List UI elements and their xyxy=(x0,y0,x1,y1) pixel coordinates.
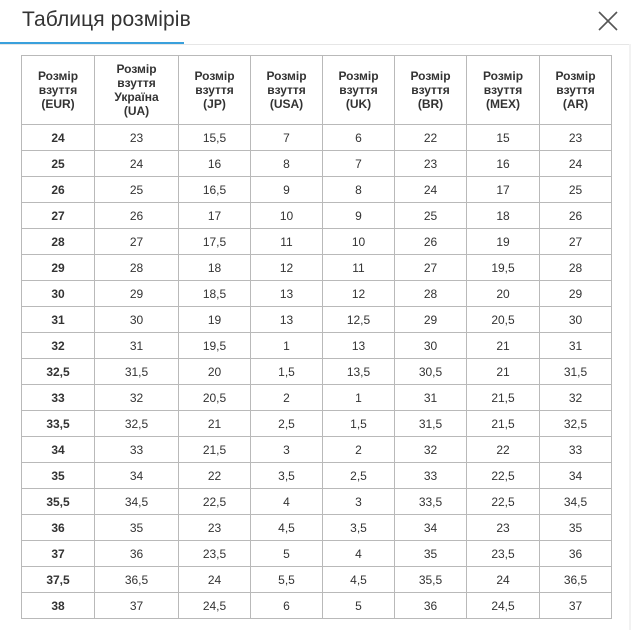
table-cell: 33 xyxy=(395,463,467,489)
table-cell: 8 xyxy=(323,177,395,203)
table-cell: 34,5 xyxy=(540,489,612,515)
table-cell: 32,5 xyxy=(540,411,612,437)
table-cell: 31 xyxy=(95,333,179,359)
table-cell: 3,5 xyxy=(323,515,395,541)
table-cell: 21 xyxy=(467,359,540,385)
table-cell: 1,5 xyxy=(251,359,323,385)
table-row xyxy=(22,463,612,489)
table-cell: 36,5 xyxy=(95,567,179,593)
table-cell: 33,5 xyxy=(395,489,467,515)
table-row xyxy=(22,411,612,437)
table-cell: 4,5 xyxy=(251,515,323,541)
table-cell: 32,5 xyxy=(22,359,95,385)
table-cell: 25 xyxy=(395,203,467,229)
table-cell: 9 xyxy=(323,203,395,229)
table-cell: 17 xyxy=(179,203,251,229)
table-cell: 18 xyxy=(179,255,251,281)
table-cell: 18,5 xyxy=(179,281,251,307)
table-cell: 32 xyxy=(540,385,612,411)
table-cell: 36,5 xyxy=(540,567,612,593)
table-cell: 35,5 xyxy=(22,489,95,515)
table-cell: 4 xyxy=(251,489,323,515)
table-cell: 27 xyxy=(395,255,467,281)
table-cell: 16 xyxy=(467,151,540,177)
table-cell: 9 xyxy=(251,177,323,203)
table-cell: 23,5 xyxy=(467,541,540,567)
size-table-wrapper xyxy=(21,55,612,619)
table-cell: 27 xyxy=(95,229,179,255)
table-cell: 29 xyxy=(22,255,95,281)
title-underline xyxy=(0,42,184,44)
table-cell: 29 xyxy=(395,307,467,333)
column-header xyxy=(95,56,179,125)
table-cell: 22,5 xyxy=(467,463,540,489)
table-cell: 12 xyxy=(323,281,395,307)
column-header-line: (USA) xyxy=(269,97,304,111)
table-cell: 30,5 xyxy=(395,359,467,385)
table-cell: 22 xyxy=(395,125,467,151)
table-cell: 27 xyxy=(22,203,95,229)
table-cell: 3 xyxy=(323,489,395,515)
table-cell: 12,5 xyxy=(323,307,395,333)
table-row xyxy=(22,281,612,307)
table-body xyxy=(22,125,612,619)
table-cell: 26 xyxy=(395,229,467,255)
table-cell: 19,5 xyxy=(179,333,251,359)
table-cell: 22 xyxy=(179,463,251,489)
column-header-line: Розмір xyxy=(266,69,307,83)
table-cell: 34 xyxy=(540,463,612,489)
table-cell: 6 xyxy=(251,593,323,619)
column-header-line: Розмір xyxy=(194,69,235,83)
table-cell: 30 xyxy=(95,307,179,333)
table-cell: 20 xyxy=(467,281,540,307)
table-row xyxy=(22,437,612,463)
table-cell: 15 xyxy=(467,125,540,151)
table-cell: 31 xyxy=(395,385,467,411)
table-cell: 26 xyxy=(95,203,179,229)
table-cell: 1 xyxy=(251,333,323,359)
table-cell: 3 xyxy=(251,437,323,463)
column-header-line: взуття xyxy=(339,83,378,97)
table-cell: 34 xyxy=(395,515,467,541)
table-cell: 8 xyxy=(251,151,323,177)
table-cell: 2,5 xyxy=(323,463,395,489)
table-cell: 34 xyxy=(95,463,179,489)
table-cell: 21 xyxy=(179,411,251,437)
column-header-line: Розмір xyxy=(482,69,524,83)
table-cell: 13 xyxy=(251,281,323,307)
table-cell: 22,5 xyxy=(467,489,540,515)
table-cell: 36 xyxy=(540,541,612,567)
column-header-line: (AR) xyxy=(562,97,589,111)
table-row xyxy=(22,489,612,515)
table-cell: 31,5 xyxy=(95,359,179,385)
table-cell: 35 xyxy=(540,515,612,541)
column-header-line: взуття xyxy=(195,83,234,97)
dialog-header xyxy=(0,0,631,45)
table-cell: 7 xyxy=(251,125,323,151)
table-cell: 23 xyxy=(540,125,612,151)
table-cell: 25 xyxy=(22,151,95,177)
table-cell: 33 xyxy=(95,437,179,463)
column-header-line: взуття xyxy=(556,83,595,97)
table-row xyxy=(22,567,612,593)
table-cell: 17 xyxy=(467,177,540,203)
column-header-line: взуття xyxy=(483,83,523,97)
table-cell: 35 xyxy=(22,463,95,489)
table-cell: 32,5 xyxy=(95,411,179,437)
column-header-line: Розмір xyxy=(338,69,379,83)
column-header-line: (JP) xyxy=(203,97,226,111)
table-cell: 28 xyxy=(22,229,95,255)
table-cell: 23 xyxy=(95,125,179,151)
table-cell: 19 xyxy=(179,307,251,333)
table-cell: 4 xyxy=(323,541,395,567)
column-header-line: (BR) xyxy=(417,97,444,111)
table-cell: 36 xyxy=(22,515,95,541)
table-cell: 5 xyxy=(251,541,323,567)
table-row xyxy=(22,593,612,619)
table-cell: 35,5 xyxy=(395,567,467,593)
column-header-line: (EUR) xyxy=(41,97,75,111)
table-row xyxy=(22,177,612,203)
table-cell: 31,5 xyxy=(395,411,467,437)
table-cell: 32 xyxy=(395,437,467,463)
column-header-line: (MEX) xyxy=(486,97,520,111)
table-cell: 30 xyxy=(395,333,467,359)
table-cell: 11 xyxy=(323,255,395,281)
table-cell: 21 xyxy=(467,333,540,359)
table-cell: 24 xyxy=(467,567,540,593)
table-cell: 31 xyxy=(540,333,612,359)
table-row xyxy=(22,541,612,567)
table-cell: 24 xyxy=(540,151,612,177)
table-cell: 34 xyxy=(22,437,95,463)
table-cell: 37 xyxy=(22,541,95,567)
table-row xyxy=(22,229,612,255)
table-cell: 2,5 xyxy=(251,411,323,437)
table-cell: 28 xyxy=(540,255,612,281)
table-cell: 23 xyxy=(467,515,540,541)
table-cell: 7 xyxy=(323,151,395,177)
table-cell: 10 xyxy=(251,203,323,229)
table-cell: 38 xyxy=(22,593,95,619)
table-cell: 19,5 xyxy=(467,255,540,281)
table-cell: 21,5 xyxy=(467,411,540,437)
table-cell: 13 xyxy=(323,333,395,359)
table-cell: 16,5 xyxy=(179,177,251,203)
column-header-line: Розмір xyxy=(116,62,157,76)
table-cell: 20 xyxy=(179,359,251,385)
table-cell: 31 xyxy=(22,307,95,333)
table-cell: 33 xyxy=(22,385,95,411)
table-cell: 16 xyxy=(179,151,251,177)
table-cell: 3,5 xyxy=(251,463,323,489)
table-cell: 37 xyxy=(540,593,612,619)
table-cell: 28 xyxy=(95,255,179,281)
table-cell: 12 xyxy=(251,255,323,281)
table-cell: 35 xyxy=(395,541,467,567)
table-row xyxy=(22,333,612,359)
table-cell: 37,5 xyxy=(22,567,95,593)
table-cell: 10 xyxy=(323,229,395,255)
column-header-line: (UA) xyxy=(123,104,150,118)
table-cell: 35 xyxy=(95,515,179,541)
column-header-line: взуття xyxy=(117,76,156,90)
table-cell: 30 xyxy=(540,307,612,333)
table-cell: 31,5 xyxy=(540,359,612,385)
table-cell: 36 xyxy=(95,541,179,567)
table-cell: 25 xyxy=(540,177,612,203)
table-cell: 19 xyxy=(467,229,540,255)
table-cell: 24,5 xyxy=(179,593,251,619)
table-cell: 33 xyxy=(540,437,612,463)
table-cell: 5,5 xyxy=(251,567,323,593)
column-header-line: взуття xyxy=(38,83,78,97)
table-cell: 33,5 xyxy=(22,411,95,437)
table-cell: 13 xyxy=(251,307,323,333)
table-cell: 20,5 xyxy=(179,385,251,411)
table-cell: 6 xyxy=(323,125,395,151)
table-row xyxy=(22,151,612,177)
table-cell: 26 xyxy=(22,177,95,203)
table-cell: 24 xyxy=(95,151,179,177)
table-cell: 17,5 xyxy=(179,229,251,255)
table-cell: 23,5 xyxy=(179,541,251,567)
table-cell: 1,5 xyxy=(323,411,395,437)
table-cell: 18 xyxy=(467,203,540,229)
table-row xyxy=(22,359,612,385)
table-cell: 11 xyxy=(251,229,323,255)
table-cell: 34,5 xyxy=(95,489,179,515)
table-row xyxy=(22,515,612,541)
dialog-title: Таблиця розмірів xyxy=(22,8,191,31)
table-cell: 24 xyxy=(179,567,251,593)
close-icon[interactable] xyxy=(593,6,623,36)
column-header xyxy=(467,56,540,125)
table-cell: 22,5 xyxy=(179,489,251,515)
table-cell: 15,5 xyxy=(179,125,251,151)
column-header-line: Україна xyxy=(114,90,159,104)
table-cell: 21,5 xyxy=(179,437,251,463)
table-cell: 23 xyxy=(395,151,467,177)
column-header-line: Розмір xyxy=(37,69,79,83)
column-header xyxy=(395,56,467,125)
table-cell: 2 xyxy=(323,437,395,463)
table-cell: 27 xyxy=(540,229,612,255)
table-cell: 32 xyxy=(22,333,95,359)
table-row xyxy=(22,203,612,229)
table-cell: 32 xyxy=(95,385,179,411)
table-cell: 29 xyxy=(540,281,612,307)
table-cell: 29 xyxy=(95,281,179,307)
table-cell: 30 xyxy=(22,281,95,307)
table-cell: 1 xyxy=(323,385,395,411)
table-cell: 13,5 xyxy=(323,359,395,385)
table-cell: 24,5 xyxy=(467,593,540,619)
table-cell: 2 xyxy=(251,385,323,411)
column-header xyxy=(540,56,612,125)
table-cell: 24 xyxy=(22,125,95,151)
column-header-line: (UK) xyxy=(345,97,372,111)
column-header-line: Розмір xyxy=(555,69,596,83)
table-cell: 37 xyxy=(95,593,179,619)
table-cell: 4,5 xyxy=(323,567,395,593)
close-button[interactable] xyxy=(593,6,623,36)
table-row xyxy=(22,125,612,151)
table-cell: 25 xyxy=(95,177,179,203)
table-cell: 28 xyxy=(395,281,467,307)
table-row xyxy=(22,307,612,333)
table-cell: 21,5 xyxy=(467,385,540,411)
table-cell: 26 xyxy=(540,203,612,229)
table-cell: 24 xyxy=(395,177,467,203)
column-header xyxy=(179,56,251,125)
table-row xyxy=(22,255,612,281)
table-cell: 36 xyxy=(395,593,467,619)
table-cell: 23 xyxy=(179,515,251,541)
column-header xyxy=(22,56,95,125)
column-header-line: взуття xyxy=(267,83,306,97)
table-cell: 22 xyxy=(467,437,540,463)
table-cell: 5 xyxy=(323,593,395,619)
column-header xyxy=(251,56,323,125)
table-header-row xyxy=(22,56,612,125)
column-header-line: взуття xyxy=(411,83,450,97)
size-table xyxy=(21,55,612,619)
column-header-line: Розмір xyxy=(410,69,451,83)
table-row xyxy=(22,385,612,411)
table-cell: 20,5 xyxy=(467,307,540,333)
column-header xyxy=(323,56,395,125)
